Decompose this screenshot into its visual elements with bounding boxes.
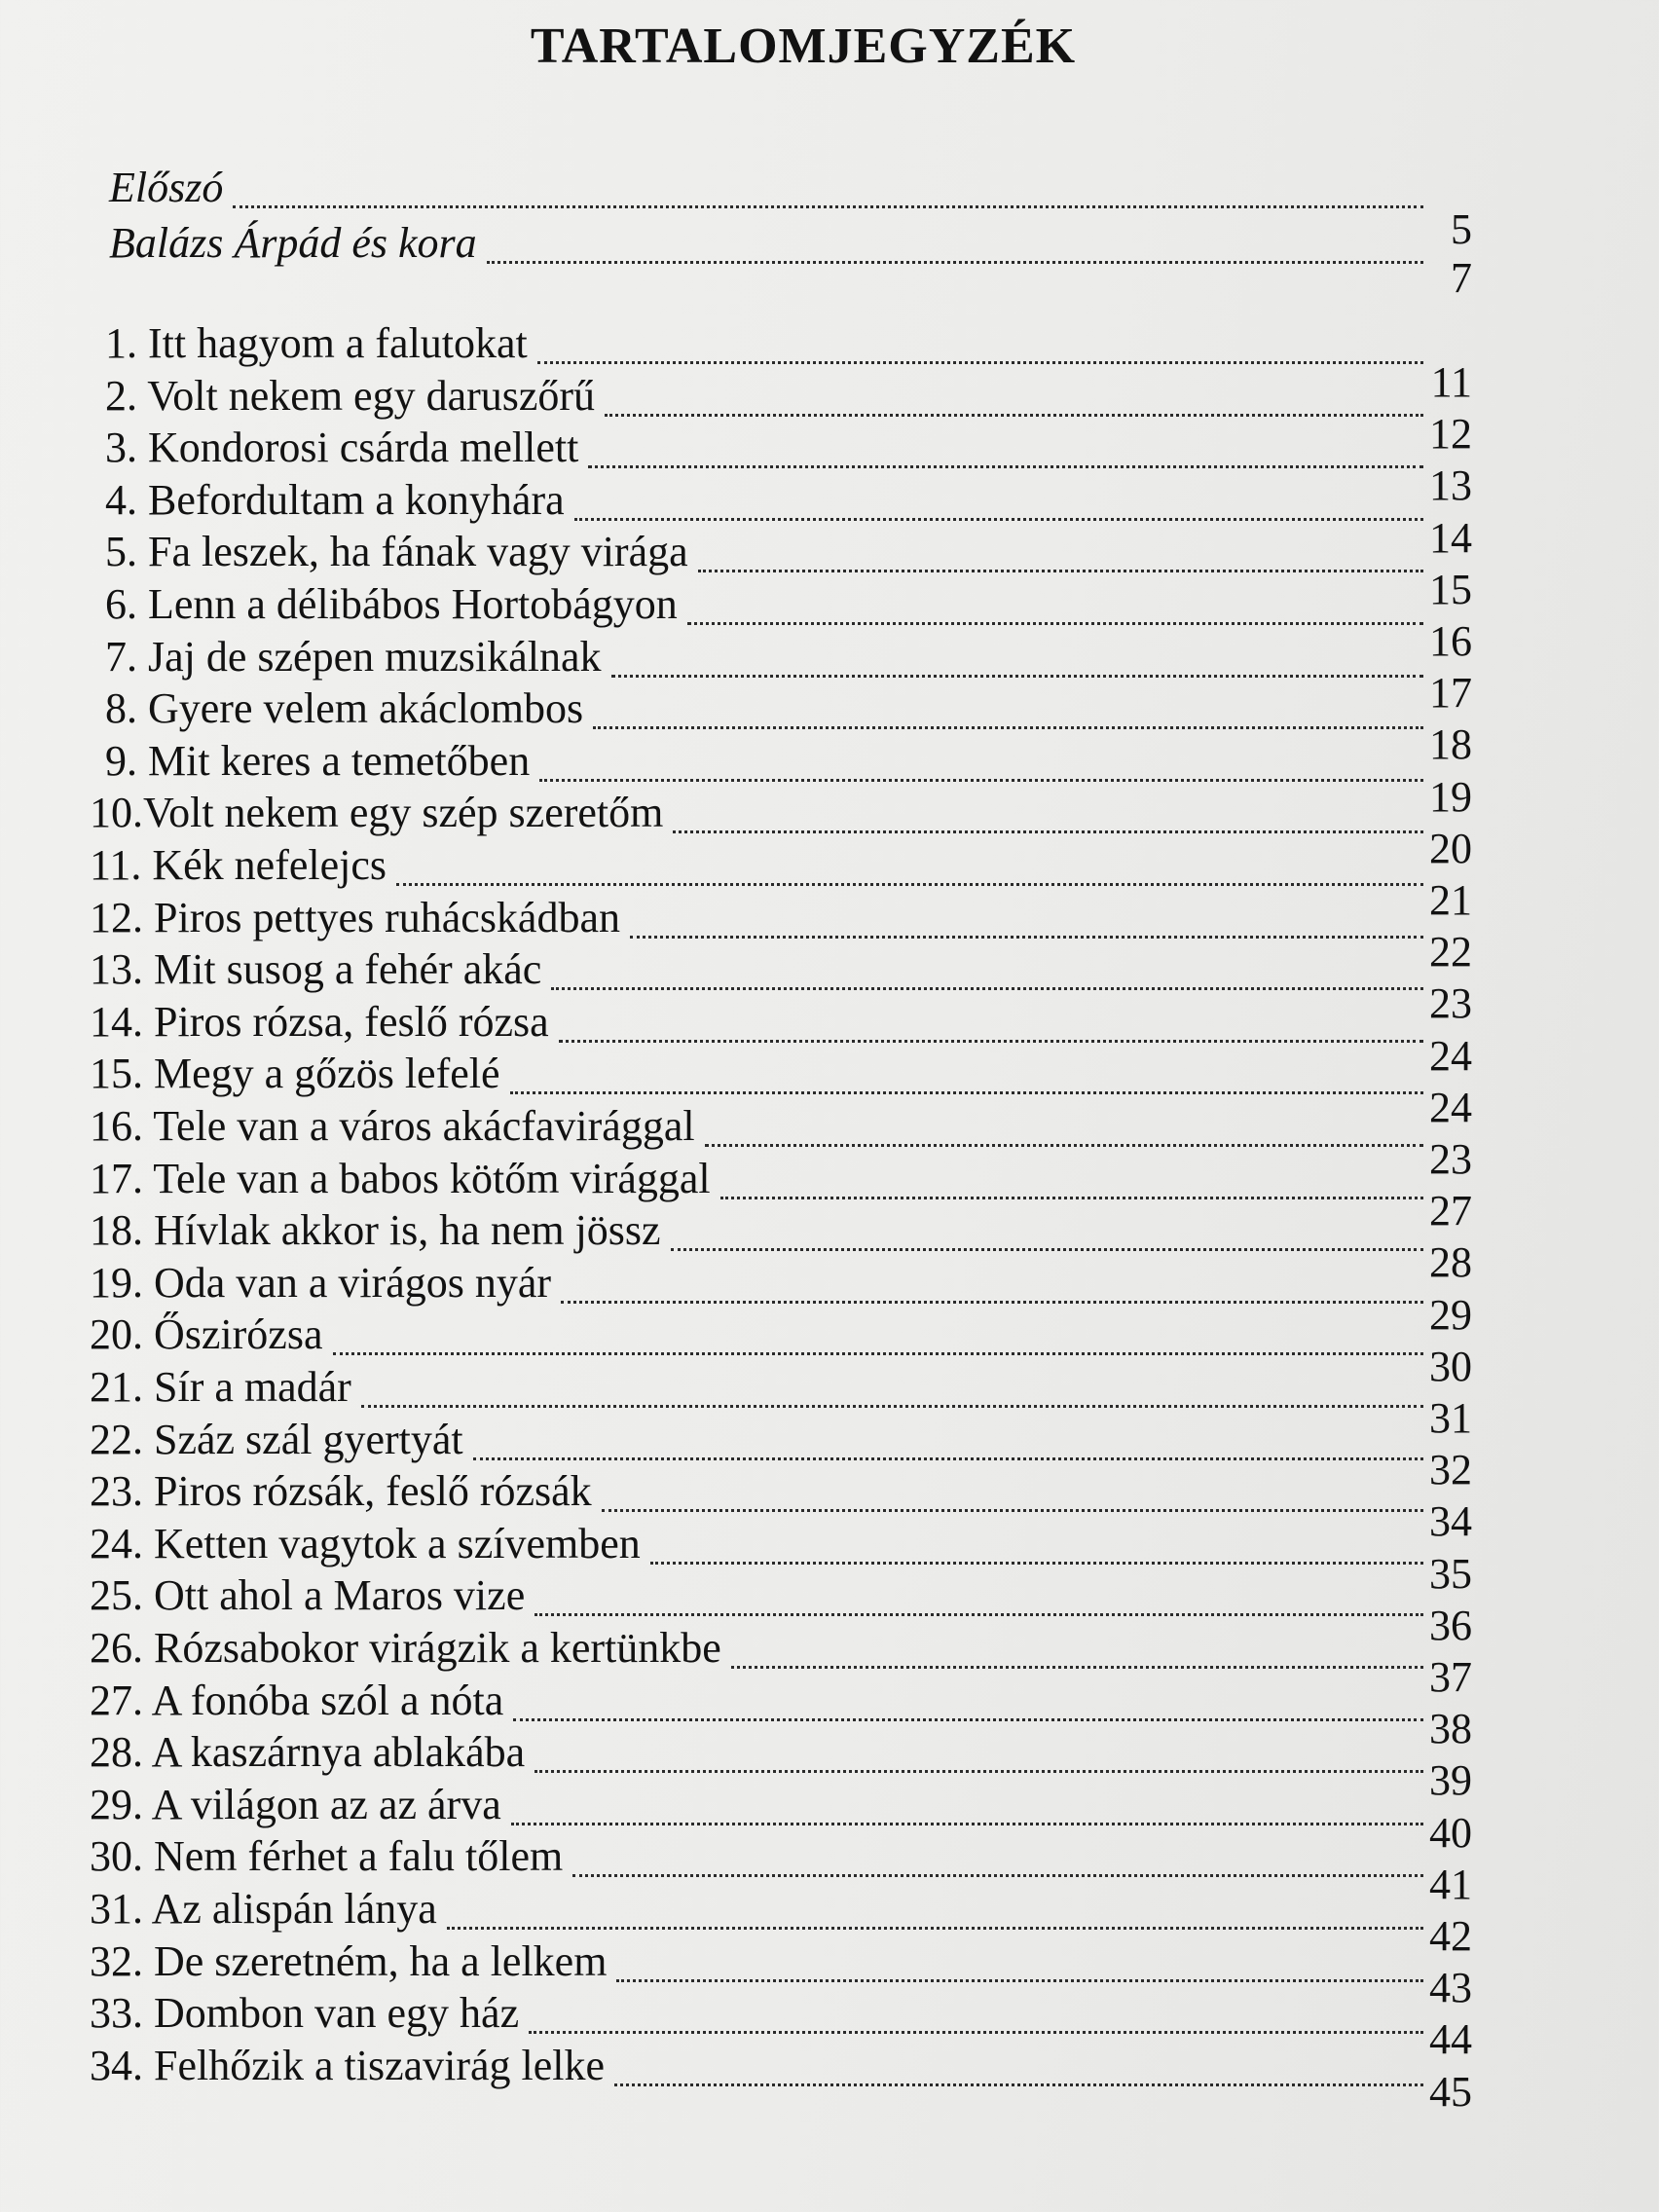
toc-page-number: 5 bbox=[1451, 205, 1472, 253]
dot-leader bbox=[602, 1509, 1423, 1512]
toc-entry-label: 16. Tele van a város akácfavirággal bbox=[90, 1102, 695, 1150]
toc-page-number: 32 bbox=[1429, 1446, 1472, 1493]
dot-leader bbox=[731, 1666, 1423, 1669]
dot-leader bbox=[551, 987, 1423, 990]
toc-entry-label: 29. A világon az az árva bbox=[90, 1781, 501, 1828]
toc-entry-label: 15. Megy a gőzös lefelé bbox=[90, 1050, 500, 1097]
watermark bbox=[0, 2177, 409, 2212]
toc-entry-label: 7. Jaj de szépen muzsikálnak bbox=[105, 633, 602, 681]
toc-entry-label: 32. De szeretném, ha a lelkem bbox=[90, 1937, 608, 1985]
toc-entry-label: 13. Mit susog a fehér akác bbox=[90, 945, 542, 993]
toc-entry-label: 12. Piros pettyes ruhácskádban bbox=[90, 894, 620, 941]
toc-entry-label: 2. Volt nekem egy daruszőrű bbox=[105, 372, 596, 420]
dot-leader bbox=[616, 1979, 1423, 1982]
toc-entry-label: 28. A kaszárnya ablakába bbox=[90, 1728, 526, 1776]
dot-leader bbox=[529, 2031, 1423, 2034]
toc-page-number: 39 bbox=[1429, 1756, 1472, 1804]
dot-leader bbox=[593, 726, 1423, 729]
toc-page-number: 20 bbox=[1429, 825, 1472, 872]
toc-page-number: 15 bbox=[1429, 566, 1472, 613]
toc-page-number: 31 bbox=[1429, 1394, 1472, 1442]
toc-page-number: 35 bbox=[1429, 1550, 1472, 1598]
toc-page-number: 24 bbox=[1429, 1032, 1472, 1080]
toc-page-number: 29 bbox=[1429, 1291, 1472, 1339]
toc-entry-label: 34. Felhőzik a tiszavirág lelke bbox=[90, 2042, 606, 2089]
dot-leader bbox=[559, 1040, 1423, 1043]
toc-entry-label: 8. Gyere velem akáclombos bbox=[105, 684, 584, 732]
toc-entry-label: Balázs Árpád és kora bbox=[109, 219, 477, 267]
dot-leader bbox=[698, 570, 1423, 572]
dot-leader bbox=[705, 1144, 1423, 1147]
toc-entry-label: 5. Fa leszek, ha fának vagy virága bbox=[105, 528, 688, 575]
toc-entry-label: 6. Lenn a délibábos Hortobágyon bbox=[105, 580, 678, 628]
dot-leader bbox=[605, 414, 1423, 417]
toc-page-number: 17 bbox=[1429, 669, 1472, 717]
toc-page-number: 23 bbox=[1429, 1135, 1472, 1183]
toc-entry-label: 18. Hívlak akkor is, ha nem jössz bbox=[90, 1206, 661, 1254]
toc-page-number: 13 bbox=[1429, 461, 1472, 509]
dot-leader bbox=[233, 205, 1423, 208]
toc-page-number: 45 bbox=[1429, 2068, 1472, 2116]
dot-leader bbox=[650, 1562, 1423, 1565]
toc-entry-label: 24. Ketten vagytok a szívemben bbox=[90, 1520, 641, 1567]
toc-page-number: 37 bbox=[1429, 1653, 1472, 1701]
dot-leader bbox=[535, 1770, 1423, 1773]
toc-page-number: 41 bbox=[1429, 1861, 1472, 1908]
page-title: TARTALOMJEGYZÉK bbox=[530, 18, 1077, 74]
dot-leader bbox=[572, 1874, 1423, 1877]
dot-leader bbox=[630, 936, 1423, 939]
toc-page-number: 42 bbox=[1429, 1912, 1472, 1960]
toc-entry-label: 10.Volt nekem egy szép szeretőm bbox=[90, 789, 664, 836]
dot-leader bbox=[539, 779, 1423, 782]
dot-leader bbox=[537, 361, 1423, 364]
toc-entry-label: 3. Kondorosi csárda mellett bbox=[105, 424, 579, 471]
toc-entry-label: 4. Befordultam a konyhára bbox=[105, 476, 565, 524]
toc-page-number: 21 bbox=[1429, 876, 1472, 924]
toc-entry-label: 20. Őszirózsa bbox=[90, 1310, 323, 1358]
toc-page-number: 23 bbox=[1429, 979, 1472, 1027]
toc-entry-label: 19. Oda van a virágos nyár bbox=[90, 1259, 552, 1307]
toc-page-number: 22 bbox=[1429, 928, 1472, 976]
dot-leader bbox=[396, 883, 1423, 886]
toc-entry-label: 22. Száz szál gyertyát bbox=[90, 1416, 463, 1463]
dot-leader bbox=[510, 1091, 1423, 1094]
dot-leader bbox=[487, 261, 1423, 264]
toc-page-number: 12 bbox=[1429, 410, 1472, 458]
dot-leader bbox=[574, 518, 1423, 521]
toc-entry-label: 9. Mit keres a temetőben bbox=[105, 737, 531, 785]
toc-entry-label: 1. Itt hagyom a falutokat bbox=[105, 319, 528, 367]
dot-leader bbox=[511, 1823, 1423, 1825]
dot-leader bbox=[614, 2083, 1423, 2086]
dot-leader bbox=[513, 1718, 1423, 1721]
toc-page-number: 18 bbox=[1429, 720, 1472, 768]
dot-leader bbox=[473, 1457, 1423, 1460]
toc-page-number: 14 bbox=[1429, 514, 1472, 562]
toc-entry-label: 33. Dombon van egy ház bbox=[90, 1989, 520, 2037]
toc-entry-label: 17. Tele van a babos kötőm virággal bbox=[90, 1155, 711, 1202]
toc-page-number: 28 bbox=[1429, 1238, 1472, 1286]
toc-page-number: 19 bbox=[1429, 773, 1472, 821]
toc-page-number: 24 bbox=[1429, 1084, 1472, 1131]
dot-leader bbox=[720, 1197, 1423, 1199]
toc-entry-label: Előszó bbox=[109, 164, 224, 211]
toc-entry-label: 30. Nem férhet a falu tőlem bbox=[90, 1832, 564, 1880]
toc-entry-label: 11. Kék nefelejcs bbox=[90, 841, 387, 889]
toc-page-number: 30 bbox=[1429, 1343, 1472, 1390]
toc-page-number: 11 bbox=[1430, 358, 1472, 406]
toc-page-number: 38 bbox=[1429, 1705, 1472, 1752]
toc-page-number: 43 bbox=[1429, 1964, 1472, 2011]
toc-page-number: 27 bbox=[1429, 1187, 1472, 1235]
toc-entry-label: 25. Ott ahol a Maros vize bbox=[90, 1571, 526, 1619]
dot-leader bbox=[611, 675, 1423, 678]
toc-page-number: 7 bbox=[1451, 254, 1472, 302]
dot-leader bbox=[361, 1405, 1423, 1408]
dot-leader bbox=[447, 1927, 1423, 1930]
dot-leader bbox=[535, 1613, 1423, 1616]
dot-leader bbox=[673, 830, 1423, 833]
toc-entry-label: 23. Piros rózsák, feslő rózsák bbox=[90, 1467, 592, 1515]
toc-entry-label: 14. Piros rózsa, feslő rózsa bbox=[90, 998, 549, 1046]
toc-entry-label: 27. A fonóba szól a nóta bbox=[90, 1677, 504, 1724]
toc-page-number: 34 bbox=[1429, 1497, 1472, 1545]
dot-leader bbox=[671, 1248, 1423, 1251]
dot-leader bbox=[561, 1301, 1423, 1304]
dot-leader bbox=[687, 622, 1423, 625]
toc-page-number: 16 bbox=[1429, 617, 1472, 665]
toc-page-number: 36 bbox=[1429, 1602, 1472, 1649]
dot-leader bbox=[588, 465, 1423, 468]
toc-entry-label: 26. Rózsabokor virágzik a kertünkbe bbox=[90, 1624, 721, 1672]
toc-page-number: 40 bbox=[1429, 1809, 1472, 1857]
dot-leader bbox=[333, 1352, 1424, 1355]
toc-entry-label: 21. Sír a madár bbox=[90, 1363, 351, 1411]
toc-page-number: 44 bbox=[1429, 2015, 1472, 2063]
toc-entry-label: 31. Az alispán lánya bbox=[90, 1885, 437, 1933]
